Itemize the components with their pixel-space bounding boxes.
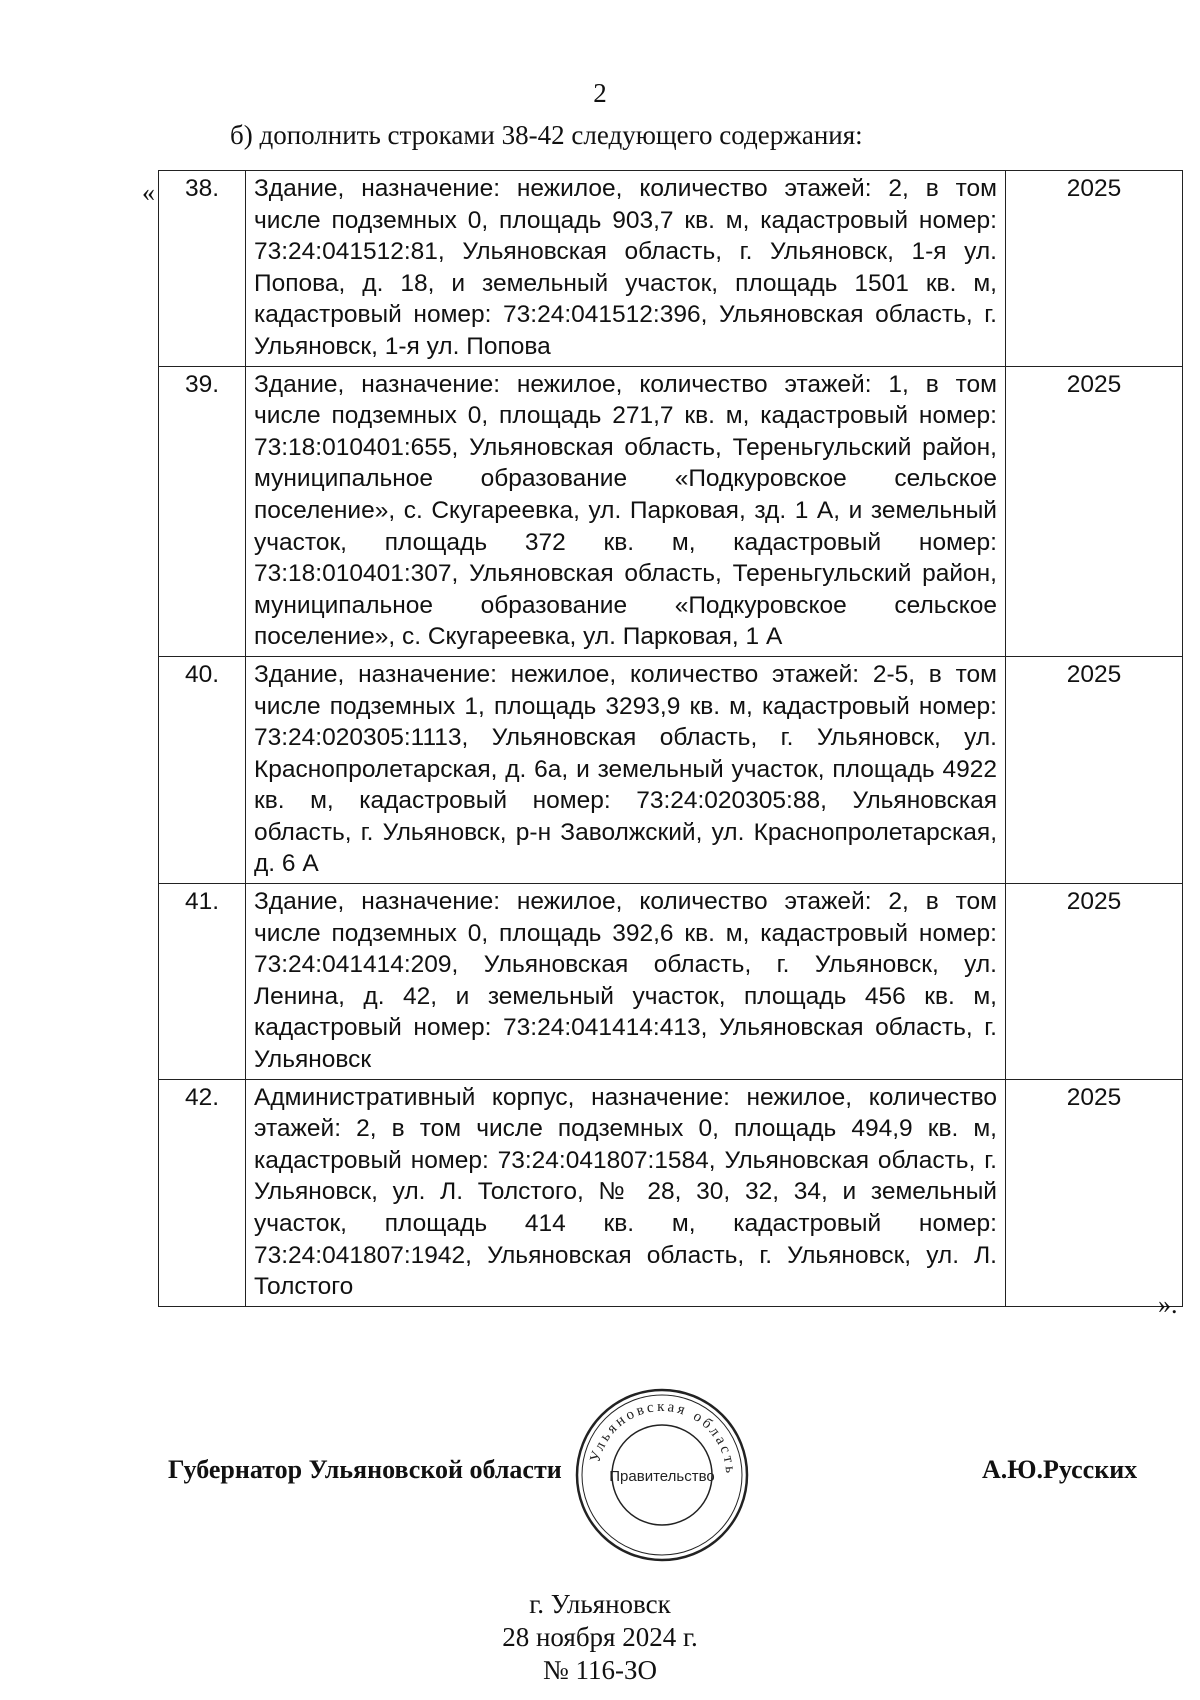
footer-date: 28 ноября 2024 г. [502, 1622, 698, 1652]
row-number: 42. [159, 1079, 246, 1306]
row-description: Здание, назначение: нежилое, количество этажей: 1, в том числе подземных 0, площадь 271,7 кв. м, кадастровый номер: 73:18:010401:655, Ульяновская область, Тереньгульский район, муниципальное образование «Подкуровское сельское поселение», с. Скугареевка, ул. Парковая, зд. 1 А, и земельный участок, площадь 372 кв. м, кадастровый номер: 73:18:010401:307, Ульяновская область, Тереньгульский район, муниципальное образование «Подкуровское сельское поселение», с. Скугареевка, ул. Парковая, 1 А [246, 366, 1006, 656]
seal-center-text: Правительство [609, 1468, 715, 1485]
row-year: 2025 [1006, 171, 1183, 367]
official-seal [572, 1385, 752, 1565]
closing-quote: ». [1158, 1290, 1178, 1319]
row-number: 39. [159, 366, 246, 656]
intro-text: б) дополнить строками 38-42 следующего содержания: [230, 120, 863, 150]
seal-ring-text [587, 1399, 738, 1476]
seal-ring-text-path: Ульяновская область [587, 1398, 739, 1477]
table-row [159, 656, 1183, 883]
page-number: 2 [593, 78, 607, 108]
table-row [159, 884, 1183, 1080]
row-number: 40. [159, 656, 246, 883]
items-table [158, 170, 1183, 1307]
row-description: Здание, назначение: нежилое, количество этажей: 2, в том числе подземных 0, площадь 903,7 кв. м, кадастровый номер: 73:24:041512:81, Ульяновская область, г. Ульяновск, 1-я ул. Попова, д. 18, и земельный участок, площадь 1501 кв. м, кадастровый номер: 73:24:041512:396, Ульяновская область, г. Ульяновск, 1-я ул. Попова [246, 171, 1006, 367]
document-footer [0, 1588, 1200, 1687]
governor-name: А.Ю.Русских [982, 1455, 1138, 1484]
row-year: 2025 [1006, 1079, 1183, 1306]
row-year: 2025 [1006, 366, 1183, 656]
footer-number: № 116-ЗО [542, 1655, 658, 1685]
opening-quote: « [142, 178, 155, 207]
row-description: Здание, назначение: нежилое, количество этажей: 2, в том числе подземных 0, площадь 392,6 кв. м, кадастровый номер: 73:24:041414:209, Ульяновская область, г. Ульяновск, ул. Ленина, д. 42, и земельный участок, площадь 456 кв. м, кадастровый номер: 73:24:041414:413, Ульяновская область, г. Ульяновск [246, 884, 1006, 1080]
table-row [159, 1079, 1183, 1306]
table-row [159, 171, 1183, 367]
row-year: 2025 [1006, 884, 1183, 1080]
row-number: 41. [159, 884, 246, 1080]
row-year: 2025 [1006, 656, 1183, 883]
row-description: Здание, назначение: нежилое, количество этажей: 2-5, в том числе подземных 1, площадь 3293,9 кв. м, кадастровый номер: 73:24:020305:1113, Ульяновская область, г. Ульяновск, ул. Краснопролетарская, д. 6а, и земельный участок, площадь 4922 кв. м, кадастровый номер: 73:24:020305:88, Ульяновская область, г. Ульяновск, р-н Заволжский, ул. Краснопролетарская, д. 6 А [246, 656, 1006, 883]
row-number: 38. [159, 171, 246, 367]
governor-title: Губернатор Ульяновской области [168, 1455, 562, 1484]
row-description: Административный корпус, назначение: нежилое, количество этажей: 2, в том числе подземных 0, площадь 494,9 кв. м, кадастровый номер: 73:24:041807:1584, Ульяновская область, г. Ульяновск, ул. Л. Толстого, № 28, 30, 32, 34, и земельный участок, площадь 414 кв. м, кадастровый номер: 73:24:041807:1942, Ульяновская область, г. Ульяновск, ул. Л. Толстого [246, 1079, 1006, 1306]
table-row [159, 366, 1183, 656]
footer-city: г. Ульяновск [529, 1589, 671, 1619]
